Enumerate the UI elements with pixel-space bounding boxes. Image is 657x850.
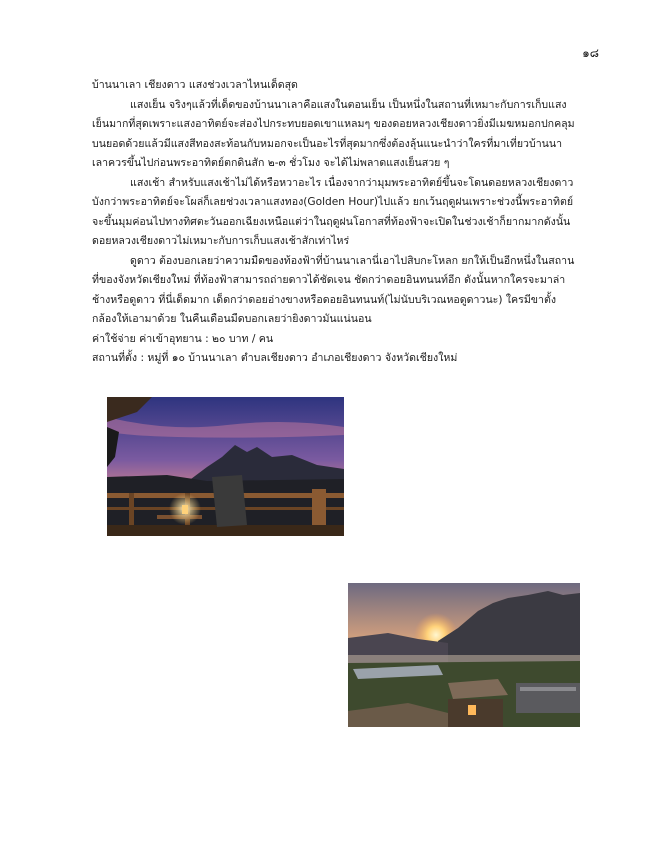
section-heading: บ้านนาเลา เชียงดาว แสงช่วงเวลาไหนเด็ดสุด [92, 79, 298, 91]
location-line: สถานที่ตั้ง : หมู่ที่ ๑๐ บ้านนาเลา ตำบลเชียงดาว อำเภอเชียงดาว จังหวัดเชียงใหม่ [92, 352, 458, 364]
page-number: ๑๘ [582, 46, 599, 60]
chair [212, 475, 247, 527]
village-sunrise-photo [348, 583, 580, 727]
article-body [92, 76, 576, 369]
deck-floor [107, 525, 344, 536]
balcony-sunset-illustration [107, 397, 344, 536]
right-roof-edge [520, 687, 576, 691]
paragraph-evening-light: แสงเย็น จริงๆแล้วที่เด็ดของบ้านนาเลาคือแสงในตอนเย็น เป็นหนึ่งในสถานที่เหมาะกับการเก็บแสงเย็นมากที่สุดเพราะแสงอาทิตย์จะส่องไปกระทบยอดเขาแหลมๆ ของดอยหลวงเชียงดาวยิ่งมีเมฆหมอกปกคลุมบนยอดด้วยแล้วมีแสงสีทองสะท้อนกับหมอกจะเป็นอะไรที่สุดมากซึ่งต้องลุ้นแนะนำว่าใครที่มาเที่ยวบ้านนาเลาควรขึ้นไปก่อนพระอาทิตย์ตกดินสัก ๒-๓ ชั่วโมง จะได้ไม่พลาดแสงเย็นสวย ๆ [92, 98, 575, 169]
lamp-icon [182, 505, 188, 514]
window-light [468, 705, 476, 715]
cost-line: ค่าใช้จ่าย ค่าเข้าอุทยาน : ๒๐ บาท / คน [92, 332, 274, 345]
paragraph-stargazing: ดูดาว ต้องบอกเลยว่าความมืดของท้องฟ้าที่บ้านนาเลานี่เอาไปสิบกะโหลก ยกให้เป็นอีกหนึ่งในสถานที่ของจังหวัดเชียงใหม่ ที่ท้องฟ้าสามารถถ่ายดาวได้ชัดเจน ชัดกว่าดอยอินทนนท์อีก ดังนั้นหากใครจะมาล่าช้างหรือดูดาว ที่นี่เด็ดมาก เด็ดกว่าดอยอ่างขางหรือดอยอินทนนท์(ไม่นับบริเวณหอดูดาวนะ) ใครมีขาตั้งกล้องให้เอามาด้วย ในคืนเดือนมืดบอกเลยว่ายิงดาวมันแน่นอน [92, 254, 575, 325]
paragraph-morning-light: แสงเช้า สำหรับแสงเช้าไม่ได้หรือหวาอะไร เนื่องจากว่ามุมพระอาทิตย์ขึ้นจะโดนดอยหลวงเชียงดาวบังกว่าพระอาทิตย์จะโผล่ก็เลยช่วงเวลาแสงทอง(Golden Hour)ไปแล้ว ยกเว้นฤดูฝนเพราะช่วงนี้พระอาทิตย์จะขึ้นมุมค่อนไปทางทิศตะวันออกเฉียงเหนือแต่ว่าในฤดูฝนโอกาสที่ท้องฟ้าจะเปิดในช่วงเช้าก็ยากมากดังนั้นดอยหลวงเชียงดาวไม่เหมาะกับการเก็บแสงเช้าสักเท่าไหร่ [92, 176, 574, 247]
balcony-sunset-photo [107, 397, 344, 536]
village-sunrise-illustration [348, 583, 580, 727]
